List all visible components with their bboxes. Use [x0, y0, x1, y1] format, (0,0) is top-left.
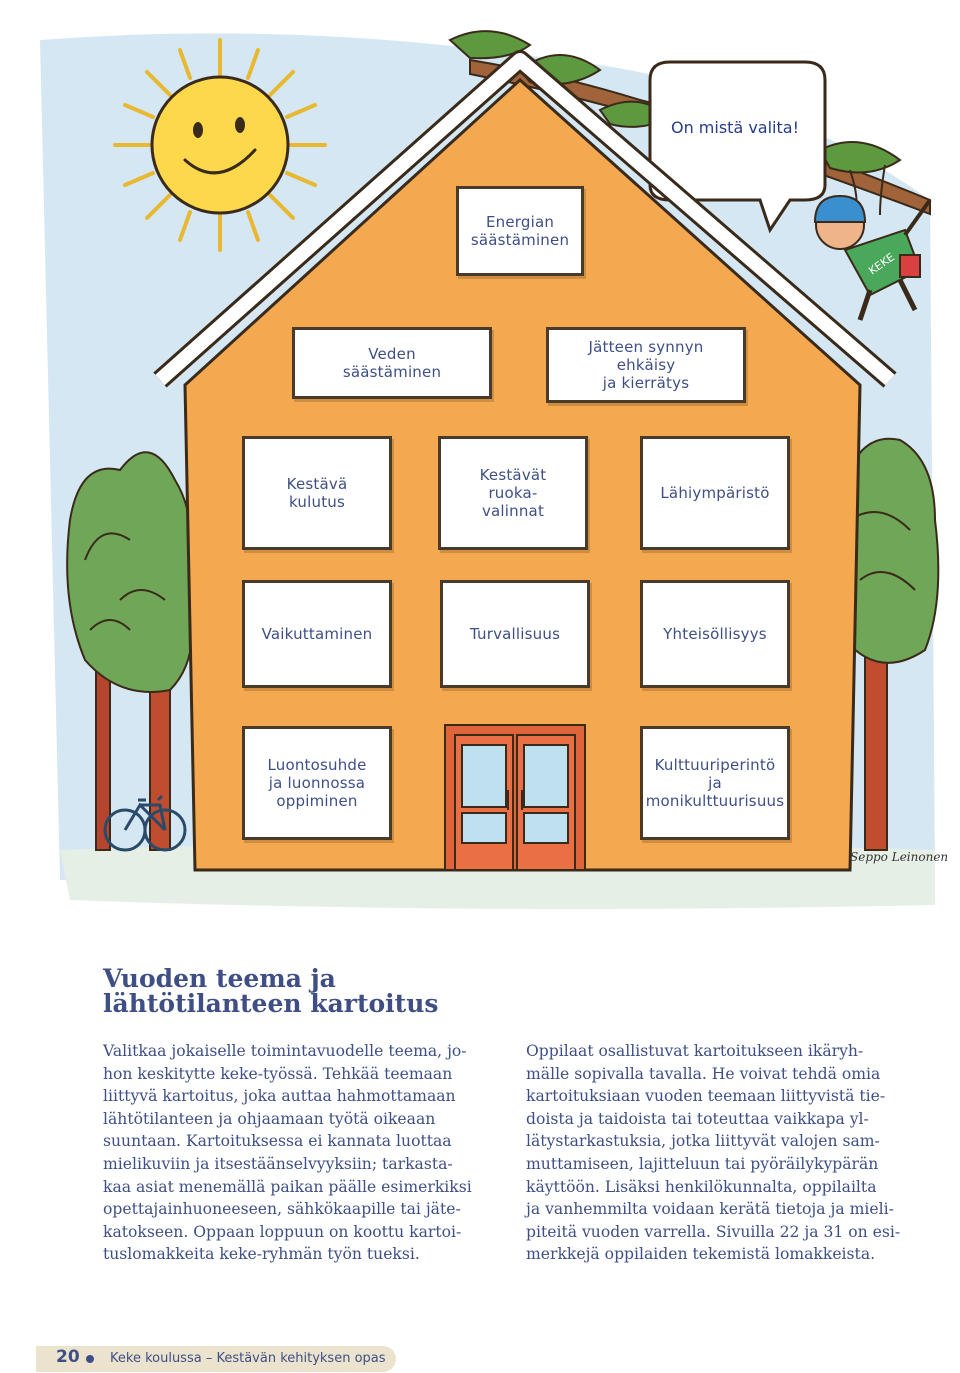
text-line: käyttöön. Lisäksi henkilökunnalta, oppilailta: [526, 1177, 877, 1196]
bullet-dot-icon: [86, 1355, 94, 1363]
window-community: Yhteisöllisyys: [640, 580, 790, 688]
page-number: 20: [56, 1347, 80, 1367]
window-water-saving: Veden säästäminen: [292, 327, 492, 399]
text-line: Oppilaat osallistuvat kartoitukseen ikäryh-: [526, 1042, 864, 1060]
front-door-icon: [445, 725, 585, 870]
text-line: lähtötilanteen ja ohjaamaan työtä oikeaan: [103, 1109, 436, 1128]
window-influence: Vaikuttaminen: [242, 580, 392, 688]
artist-signature: Seppo Leinonen: [850, 850, 949, 864]
text-line: suuntaan. Kartoituksessa ei kannata luottaa: [103, 1132, 452, 1151]
window-cultural-heritage: Kulttuuriperintö ja monikulttuurisuus: [640, 726, 790, 840]
text-line: katokseen. Oppaan loppuun on koottu kartoi-: [103, 1222, 462, 1241]
text-line: kartoituksiaan vuoden teemaan liittyvistä tie-: [526, 1087, 886, 1106]
text-line: merkkejä oppilaiden tekemistä lomakkeista.: [526, 1245, 876, 1264]
window-nature-learning: Luontosuhde ja luonnossa oppiminen: [242, 726, 392, 840]
body-text-left: [103, 1040, 495, 1266]
text-line: kaa asiat menemällä paikan päälle esimerkiksi: [103, 1177, 472, 1196]
window-local-environment: Lähiympäristö: [640, 436, 790, 550]
speech-bubble-text: On mistä valita!: [670, 118, 799, 137]
window-sustainable-consumption: Kestävä kulutus: [242, 436, 392, 550]
window-safety: Turvallisuus: [440, 580, 590, 688]
body-text-right: [526, 1040, 918, 1266]
text-line: liittyvä kartoitus, joka auttaa hahmottamaan: [103, 1087, 456, 1106]
footer-title: Keke koulussa – Kestävän kehityksen opas: [110, 1351, 386, 1366]
text-line: Valitkaa jokaiselle toimintavuodelle teema, jo-: [103, 1042, 467, 1060]
text-line: mälle sopivalla tavalla. He voivat tehdä omia: [526, 1064, 881, 1083]
section-heading: Vuoden teema ja lähtötilanteen kartoitus: [103, 964, 439, 1018]
text-line: lätystarkastuksia, jotka liittyvät valojen sam-: [526, 1132, 880, 1151]
text-line: piteitä vuoden varrella. Sivuilla 22 ja 31 on esi-: [526, 1222, 901, 1241]
text-line: doista ja taidoista tai toteuttaa vaikkapa yl-: [526, 1109, 869, 1128]
window-energy-saving: Energian säästäminen: [456, 186, 584, 276]
text-line: tuslomakkeita keke-ryhmän työn tueksi.: [103, 1245, 420, 1264]
sun-icon: [115, 40, 325, 250]
mascot-shirt-text: KEKE: [866, 250, 897, 278]
window-sustainable-food: Kestävät ruoka- valinnat: [438, 436, 588, 550]
text-line: opettajainhuoneeseen, sähkökaapille tai jäte-: [103, 1200, 461, 1219]
text-line: ja vanhemmilta voidaan kerätä tietoja ja mieli-: [526, 1200, 894, 1219]
text-line: mielikuviin ja itsestäänselvyyksiin; tarkasta-: [103, 1154, 453, 1173]
window-waste-prevention: Jätteen synnyn ehkäisy ja kierrätys: [546, 327, 746, 403]
text-line: hon keskitytte keke-työssä. Tehkää teemaan: [103, 1064, 453, 1083]
text-line: muttamiseen, lajitteluun tai pyöräilykypärän: [526, 1154, 879, 1173]
